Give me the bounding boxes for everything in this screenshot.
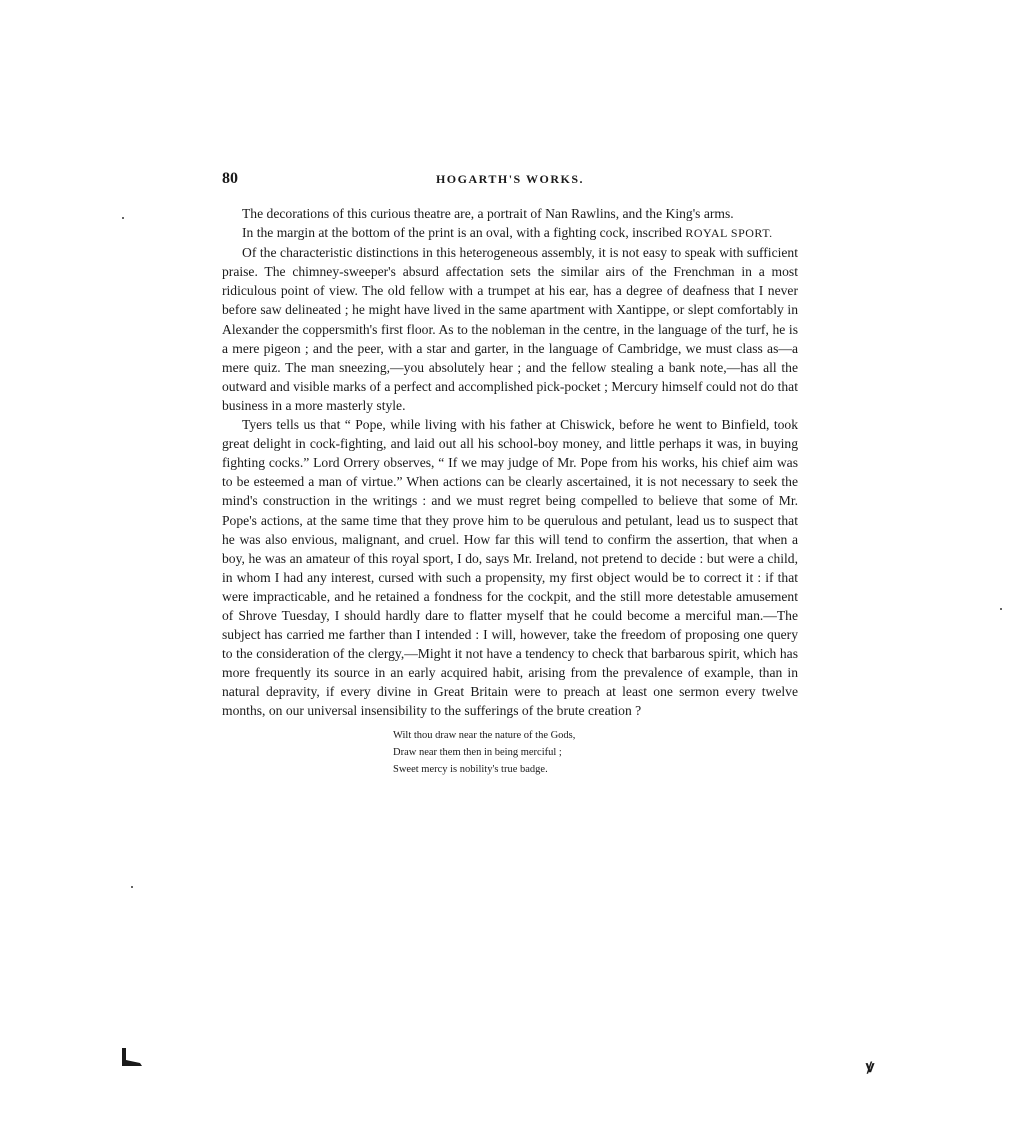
verse-line-1: Wilt thou draw near the nature of the Gods, <box>393 729 576 741</box>
running-head: HOGARTH'S WORKS. <box>435 172 585 186</box>
page-number: 80 <box>222 170 238 187</box>
scan-corner-mark-left <box>120 1046 144 1068</box>
verse-line-2: Draw near them then in being merciful ; <box>393 746 562 758</box>
book-page <box>222 170 798 778</box>
paragraph-pope-cockfighting: Tyers tells us that “ Pope, while living with his father at Chiswick, before he went to Binfield, took great delight in cock-fighting, and laid out all his school-boy money, and little perhaps it was, in buying fighting cocks.” Lord Orrery observes, “ If we may judge of Mr. Pope from his works, his chief aim was to be esteemed a man of virtue.” When actions can be clearly ascertained, it is not necessary to seek the mind's construction in the writings : and we must regret being compelled to believe that some of Mr. Pope's actions, at the same time that they prove him to be querulous and petulant, lead us to suspect that he was also envious, malignant, and cruel. How far this will tend to confirm the assertion, that when a boy, he was an amateur of this royal sport, I do, says Mr. Ireland, not pretend to decide : but were a child, in whom I had any interest, cursed with such a propensity, my first object would be to correct it : if that were impracticable, and he retained a fondness for the cockpit, and the still more detestable amusement of Shrove Tuesday, I should hardly dare to flatter myself that he could become a merciful man.—The subject has carried me farther than I intended : I will, however, take the freedom of proposing one query to the consideration of the clergy,—Might it not have a tendency to check that barbarous spirit, which has more frequently its source in an early acquired habit, arising from the prevalence of example, than in natural depravity, if every divine in Great Britain were to preach at least one sermon every twelve months, on our universal insensibility to the sufferings of the brute creation ? <box>222 417 798 719</box>
page-header <box>222 170 798 192</box>
scan-speck <box>122 217 124 219</box>
scan-corner-mark-right: ꝟ <box>866 1059 875 1076</box>
paragraph-margin-oval-text: In the margin at the bottom of the print is an oval, with a fighting cock, inscribed <box>242 225 686 241</box>
paragraph-decorations: The decorations of this curious theatre are, a portrait of Nan Rawlins, and the King's arms. <box>242 206 734 221</box>
oval-inscription: ROYAL SPORT. <box>685 226 773 241</box>
scan-speck <box>131 886 133 888</box>
scan-speck <box>1000 608 1002 610</box>
verse-line-3: Sweet mercy is nobility's true badge. <box>393 763 548 775</box>
body-text <box>222 204 798 721</box>
paragraph-margin-oval <box>222 223 798 243</box>
paragraph-characteristics: Of the characteristic distinctions in this heterogeneous assembly, it is not easy to speak with sufficient praise. The chimney-sweeper's absurd affectation sets the similar airs of the Frenchman in a most ridiculous point of view. The old fellow with a trumpet at his ear, has a degree of deafness that I never before saw delineated ; he might have lived in the same apartment with Xantippe, or slept comfortably in Alexander the coppersmith's first floor. As to the nobleman in the centre, in the language of the turf, he is a mere pigeon ; and the peer, with a star and garter, in the language of Cambridge, we must class as—a mere quiz. The man sneezing,—you absolutely hear ; and the fellow stealing a bank note,—has all the outward and visible marks of a perfect and accomplished pick-pocket ; Mercury himself could not do that business in a more masterly style. <box>222 245 798 413</box>
verse-quotation <box>393 727 798 778</box>
